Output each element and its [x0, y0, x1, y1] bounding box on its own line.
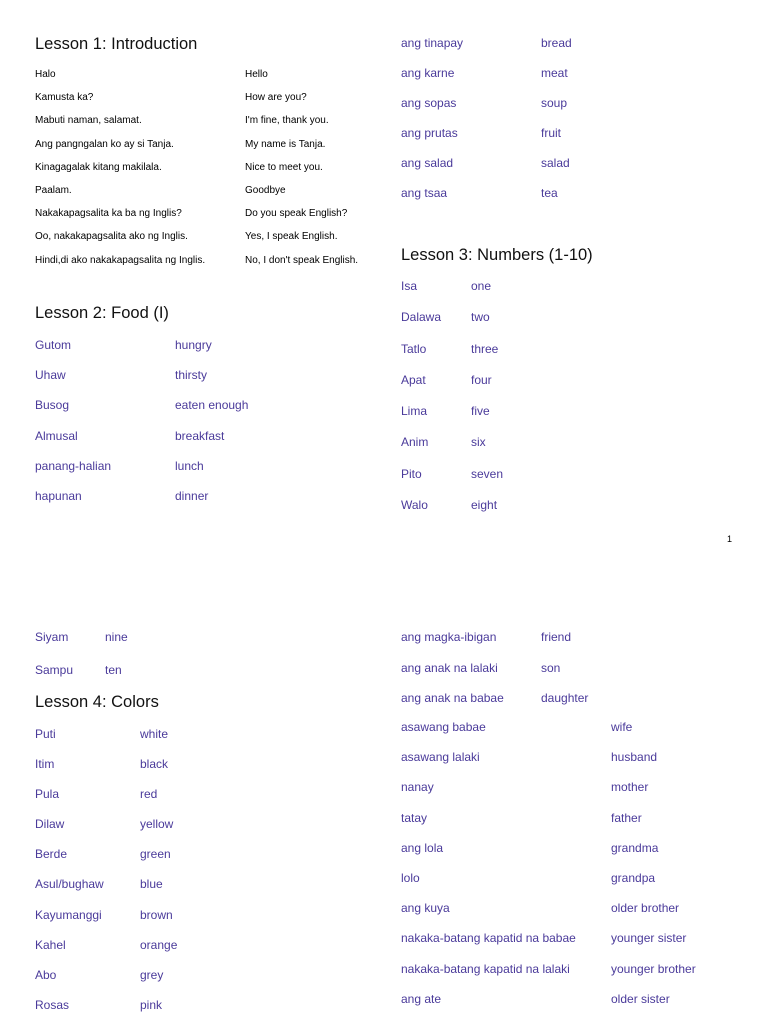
tagalog-term: ang sopas	[401, 96, 457, 111]
english-translation: green	[140, 847, 171, 862]
vocab-row	[401, 992, 751, 1022]
food-continued-vocab-list	[401, 36, 621, 217]
lesson-3-title: Lesson 3: Numbers (1-10)	[401, 246, 593, 264]
english-translation: pink	[140, 997, 163, 1012]
tagalog-term: nakaka-batang kapatid na babae	[401, 931, 576, 946]
english-translation: eight	[471, 498, 498, 513]
tagalog-term: Hindi,di ako nakakapagsalita ng Inglis.	[35, 254, 206, 266]
vocab-row	[401, 342, 561, 373]
english-translation: brown	[140, 907, 173, 922]
vocab-row	[401, 661, 661, 692]
english-translation: Goodbye	[245, 184, 286, 196]
tagalog-term: asawang babae	[401, 720, 486, 734]
vocab-row	[35, 138, 375, 161]
english-translation: grandma	[611, 840, 659, 855]
vocab-row	[35, 817, 255, 847]
english-translation: seven	[471, 466, 504, 481]
vocab-row	[401, 435, 561, 466]
tagalog-term: Apat	[401, 372, 426, 387]
english-translation: Hello	[245, 69, 268, 80]
tagalog-term: ang magka-ibigan	[401, 630, 497, 644]
english-translation: mother	[611, 780, 649, 795]
tagalog-term: Kayumanggi	[35, 907, 102, 922]
vocab-row	[35, 787, 255, 817]
english-translation: grey	[140, 967, 164, 982]
english-translation: five	[471, 404, 490, 419]
english-translation: salad	[541, 156, 570, 171]
english-translation: white	[140, 727, 169, 741]
english-translation: orange	[140, 937, 178, 952]
lesson-4-vocab-list	[35, 727, 255, 1028]
english-translation: blue	[140, 877, 163, 892]
english-translation: Do you speak English?	[245, 208, 348, 220]
vocab-row	[35, 847, 255, 877]
tagalog-term: nakaka-batang kapatid na lalaki	[401, 961, 570, 976]
tagalog-term: panang-halian	[35, 458, 112, 473]
tagalog-term: Sampu	[35, 663, 74, 677]
english-translation: I'm fine, thank you.	[245, 115, 329, 127]
english-translation: My name is Tanja.	[245, 138, 326, 150]
english-translation: older brother	[611, 901, 680, 916]
vocab-row	[401, 841, 751, 871]
vocab-row	[35, 114, 375, 137]
vocab-row	[35, 663, 195, 696]
tagalog-term: Asul/bughaw	[35, 877, 104, 892]
vocab-row	[401, 780, 751, 810]
vocab-row	[35, 230, 375, 253]
english-translation: grandpa	[611, 870, 656, 885]
tagalog-term: tatay	[401, 810, 428, 825]
tagalog-term: Ang pangngalan ko ay si Tanja.	[35, 138, 174, 150]
vocab-row	[401, 931, 751, 961]
vocab-row	[35, 998, 255, 1028]
vocab-row	[401, 720, 751, 750]
vocab-row	[35, 908, 255, 938]
tagalog-term: Dalawa	[401, 310, 442, 325]
page-number: 1	[727, 534, 733, 544]
tagalog-term: Mabuti naman, salamat.	[35, 115, 142, 127]
tagalog-term: Almusal	[35, 428, 78, 443]
vocab-row	[401, 691, 661, 722]
vocab-row	[35, 68, 375, 91]
tagalog-term: Paalam.	[35, 184, 72, 196]
tagalog-term: Nakakapagsalita ka ba ng Inglis?	[35, 208, 182, 220]
english-translation: How are you?	[245, 92, 307, 104]
vocab-row	[401, 811, 751, 841]
tagalog-term: ang prutas	[401, 126, 458, 141]
tagalog-term: asawang lalaki	[401, 750, 480, 765]
vocab-row	[401, 404, 561, 435]
tagalog-term: Abo	[35, 967, 57, 982]
lesson-1-title: Lesson 1: Introduction	[35, 35, 198, 53]
vocab-row	[401, 467, 561, 498]
tagalog-term: ang kuya	[401, 901, 450, 916]
tagalog-term: Walo	[401, 498, 428, 513]
vocab-row	[35, 757, 255, 787]
english-translation: Yes, I speak English.	[245, 231, 338, 243]
vocab-row	[401, 630, 661, 661]
tagalog-term: Kinagagalak kitang makilala.	[35, 161, 162, 173]
english-translation: hungry	[175, 338, 212, 352]
english-translation: tea	[541, 186, 558, 201]
english-translation: one	[471, 279, 492, 293]
lesson-2-title: Lesson 2: Food (I)	[35, 304, 169, 322]
tagalog-term: lolo	[401, 870, 420, 885]
vocab-row	[35, 968, 255, 998]
tagalog-term: Rosas	[35, 997, 70, 1012]
vocab-row	[401, 310, 561, 341]
vocab-row	[35, 727, 255, 757]
tagalog-term: ang ate	[401, 991, 442, 1006]
english-translation: husband	[611, 750, 658, 765]
tagalog-term: Puti	[35, 727, 56, 741]
vocab-row	[35, 254, 375, 277]
vocab-row	[35, 338, 295, 368]
tagalog-term: Anim	[401, 435, 429, 450]
vocab-row	[35, 184, 375, 207]
tagalog-term: Tatlo	[401, 341, 427, 356]
tagalog-term: Pito	[401, 466, 422, 481]
tagalog-term: Berde	[35, 847, 68, 862]
tagalog-term: ang salad	[401, 156, 454, 171]
tagalog-term: Kahel	[35, 937, 66, 952]
vocab-row	[401, 373, 561, 404]
tagalog-term: Itim	[35, 757, 55, 772]
tagalog-term: Uhaw	[35, 368, 66, 383]
vocab-row	[401, 871, 751, 901]
english-translation: eaten enough	[175, 398, 249, 413]
vocab-row	[35, 429, 295, 459]
english-translation: thirsty	[175, 368, 208, 383]
vocab-row	[35, 368, 295, 398]
english-translation: two	[471, 310, 490, 325]
vocab-row	[401, 96, 621, 126]
tagalog-term: Gutom	[35, 338, 72, 352]
tagalog-term: Oo, nakakapagsalita ako ng Inglis.	[35, 231, 188, 243]
lesson-1-vocab-list	[35, 68, 375, 277]
english-translation: soup	[541, 96, 568, 111]
tagalog-term: ang karne	[401, 66, 455, 81]
vocab-row	[401, 66, 621, 96]
english-translation: younger brother	[611, 961, 696, 976]
english-translation: No, I don't speak English.	[245, 254, 359, 266]
vocab-row	[401, 126, 621, 156]
lesson-3-vocab-list	[401, 279, 561, 529]
tagalog-term: Isa	[401, 279, 418, 293]
vocab-row	[35, 938, 255, 968]
vocab-row	[401, 186, 621, 216]
vocab-row	[35, 630, 195, 663]
english-translation: black	[140, 757, 169, 772]
tagalog-term: Halo	[35, 69, 56, 80]
english-translation: breakfast	[175, 428, 225, 443]
tagalog-term: ang anak na lalaki	[401, 660, 498, 675]
vocab-row	[401, 156, 621, 186]
tagalog-term: ang anak na babae	[401, 691, 504, 705]
lesson-2-vocab-list	[35, 338, 295, 519]
vocab-row	[35, 207, 375, 230]
english-translation: three	[471, 341, 499, 356]
english-translation: fruit	[541, 126, 562, 141]
english-translation: nine	[105, 630, 128, 644]
english-translation: ten	[105, 663, 122, 677]
tagalog-term: nanay	[401, 780, 434, 795]
english-translation: daughter	[541, 691, 589, 705]
vocab-row	[401, 750, 751, 780]
english-translation: son	[541, 660, 561, 675]
tagalog-term: ang tsaa	[401, 186, 448, 201]
vocab-row	[401, 498, 561, 529]
english-translation: younger sister	[611, 931, 687, 946]
family-long-vocab-list	[401, 720, 751, 1022]
vocab-row	[401, 36, 621, 66]
english-translation: father	[611, 810, 642, 825]
page-divider	[0, 588, 768, 590]
vocab-row	[35, 459, 295, 489]
vocab-row	[35, 91, 375, 114]
tagalog-term: Siyam	[35, 630, 69, 644]
tagalog-term: Dilaw	[35, 817, 65, 832]
vocab-row	[401, 279, 561, 310]
english-translation: older sister	[611, 991, 670, 1006]
tagalog-term: Lima	[401, 404, 428, 419]
english-translation: four	[471, 372, 492, 387]
english-translation: meat	[541, 66, 568, 81]
vocab-row	[401, 962, 751, 992]
tagalog-term: Busog	[35, 398, 70, 413]
tagalog-term: hapunan	[35, 488, 82, 503]
tagalog-term: Pula	[35, 787, 60, 802]
english-translation: bread	[541, 36, 572, 50]
english-translation: lunch	[175, 458, 204, 473]
vocab-row	[401, 901, 751, 931]
tagalog-term: Kamusta ka?	[35, 92, 94, 104]
numbers-continued-vocab-list	[35, 630, 195, 696]
english-translation: yellow	[140, 817, 174, 832]
english-translation: friend	[541, 630, 572, 644]
vocab-row	[35, 489, 295, 519]
tagalog-term: ang lola	[401, 840, 444, 855]
family-short-vocab-list	[401, 630, 661, 722]
english-translation: red	[140, 787, 158, 802]
english-translation: dinner	[175, 488, 209, 503]
vocab-row	[35, 161, 375, 184]
lesson-4-title: Lesson 4: Colors	[35, 693, 159, 711]
english-translation: Nice to meet you.	[245, 161, 323, 173]
english-translation: wife	[611, 720, 633, 734]
vocab-row	[35, 877, 255, 907]
vocab-row	[35, 398, 295, 428]
english-translation: six	[471, 435, 486, 450]
tagalog-term: ang tinapay	[401, 36, 464, 50]
